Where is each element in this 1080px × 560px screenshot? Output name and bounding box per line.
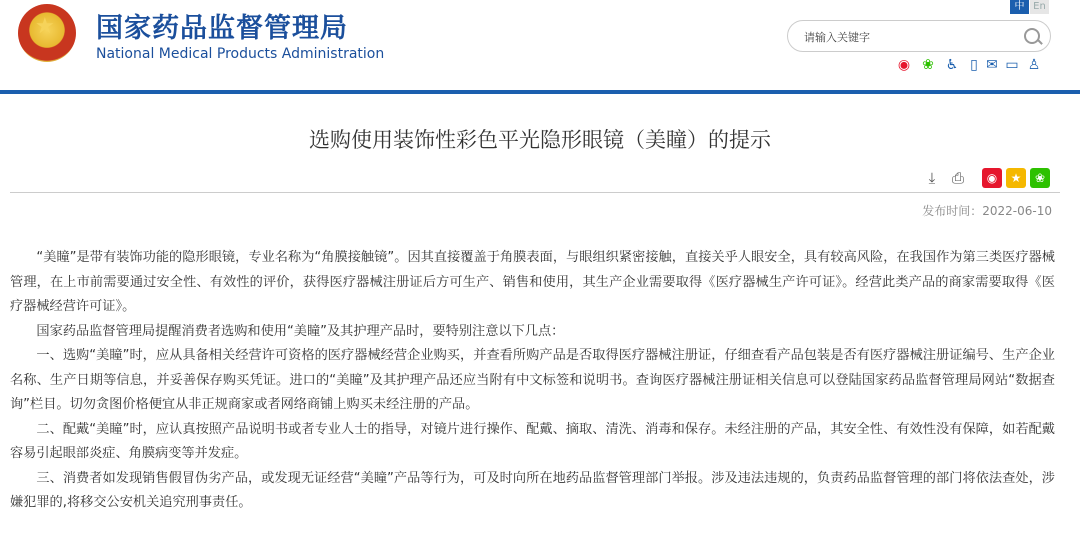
message-icon[interactable]: ▭ [1005,57,1019,73]
user-icon[interactable]: ♙ [1027,57,1041,73]
print-icon[interactable]: ⎙ [951,169,964,187]
mobile-icon[interactable]: ▯ [970,57,978,73]
header-divider [0,90,1080,94]
site-name-cn[interactable]: 国家药品监督管理局 [96,13,348,44]
weibo-icon[interactable]: ◉ [897,57,911,73]
search-icon[interactable] [1024,28,1040,44]
weibo-share-icon[interactable]: ◉ [982,168,1002,188]
publish-date [0,202,1052,219]
site-name-en[interactable]: National Medical Products Administration [96,46,385,62]
lang-zh-button[interactable]: 中 [1010,0,1029,14]
accessibility-icon[interactable]: ♿ [945,57,959,73]
search-input[interactable] [802,27,1016,47]
wechat-share-icon[interactable]: ❀ [1030,168,1050,188]
publish-date-value: 2022-06-10 [982,204,1052,218]
lang-en-button[interactable]: En [1030,0,1049,14]
search-box [787,20,1051,52]
article-paragraph: 一、选购“美瞳”时，应从具备相关经营许可资格的医疗器械经营企业购买，并查看所购产品是否取得医疗器械注册证，仔细查看产品包装是否有医疗器械注册证编号、生产企业名称、生产日期等信息，并妥善保存购买凭证。进口的“美瞳”及其护理产品还应当附有中文标签和说明书。查询医疗器械注册证相关信息可以登陆国家药品监督管理局网站“数据查询”栏目。切勿贪图价格便宜从非正规商家或者网络商铺上购买未经注册的产品。 [10,348,1055,412]
article-paragraph: 三、消费者如发现销售假冒伪劣产品，或发现无证经营“美瞳”产品等行为，可及时向所在地药品监督管理部门举报。涉及违法违规的，负责药品监督管理的部门将依法查处，涉嫌犯罪的,将移交公安机关追究刑事责任。 [10,470,1055,510]
site-header [0,0,1080,90]
article-title: 选购使用装饰性彩色平光隐形眼镜（美瞳）的提示 [309,128,771,152]
article-paragraph: 二、配戴“美瞳”时，应认真按照产品说明书或者专业人士的指导，对镜片进行操作、配戴、摘取、清洗、消毒和保存。未经注册的产品，其安全性、有效性没有保障，如若配戴容易引起眼部炎症、角膜病变等并发症。 [10,421,1055,461]
download-icon[interactable]: ⤓ [928,169,936,187]
qzone-share-icon[interactable]: ★ [1006,168,1026,188]
article-body [10,246,1055,516]
article-paragraph: “美瞳”是带有装饰功能的隐形眼镜，专业名称为“角膜接触镜”。因其直接覆盖于角膜表面，与眼组织紧密接触，直接关乎人眼安全，具有较高风险，在我国作为第三类医疗器械管理，在上市前需要通过安全性、有效性的评价，获得医疗器械注册证后方可生产、销售和使用，其生产企业需要取得《医疗器械生产许可证》。经营此类产品的商家需要取得《医疗器械经营许可证》。 [10,250,1055,314]
publish-date-label: 发布时间： [922,204,983,218]
wechat-icon[interactable]: ❀ [922,57,934,73]
title-divider [10,192,1060,193]
article-paragraph: 国家药品监督管理局提醒消费者选购和使用“美瞳”及其护理产品时，要特别注意以下几点： [36,323,565,339]
national-emblem-icon: ★ [18,4,76,62]
email-icon[interactable]: ✉ [986,57,998,73]
